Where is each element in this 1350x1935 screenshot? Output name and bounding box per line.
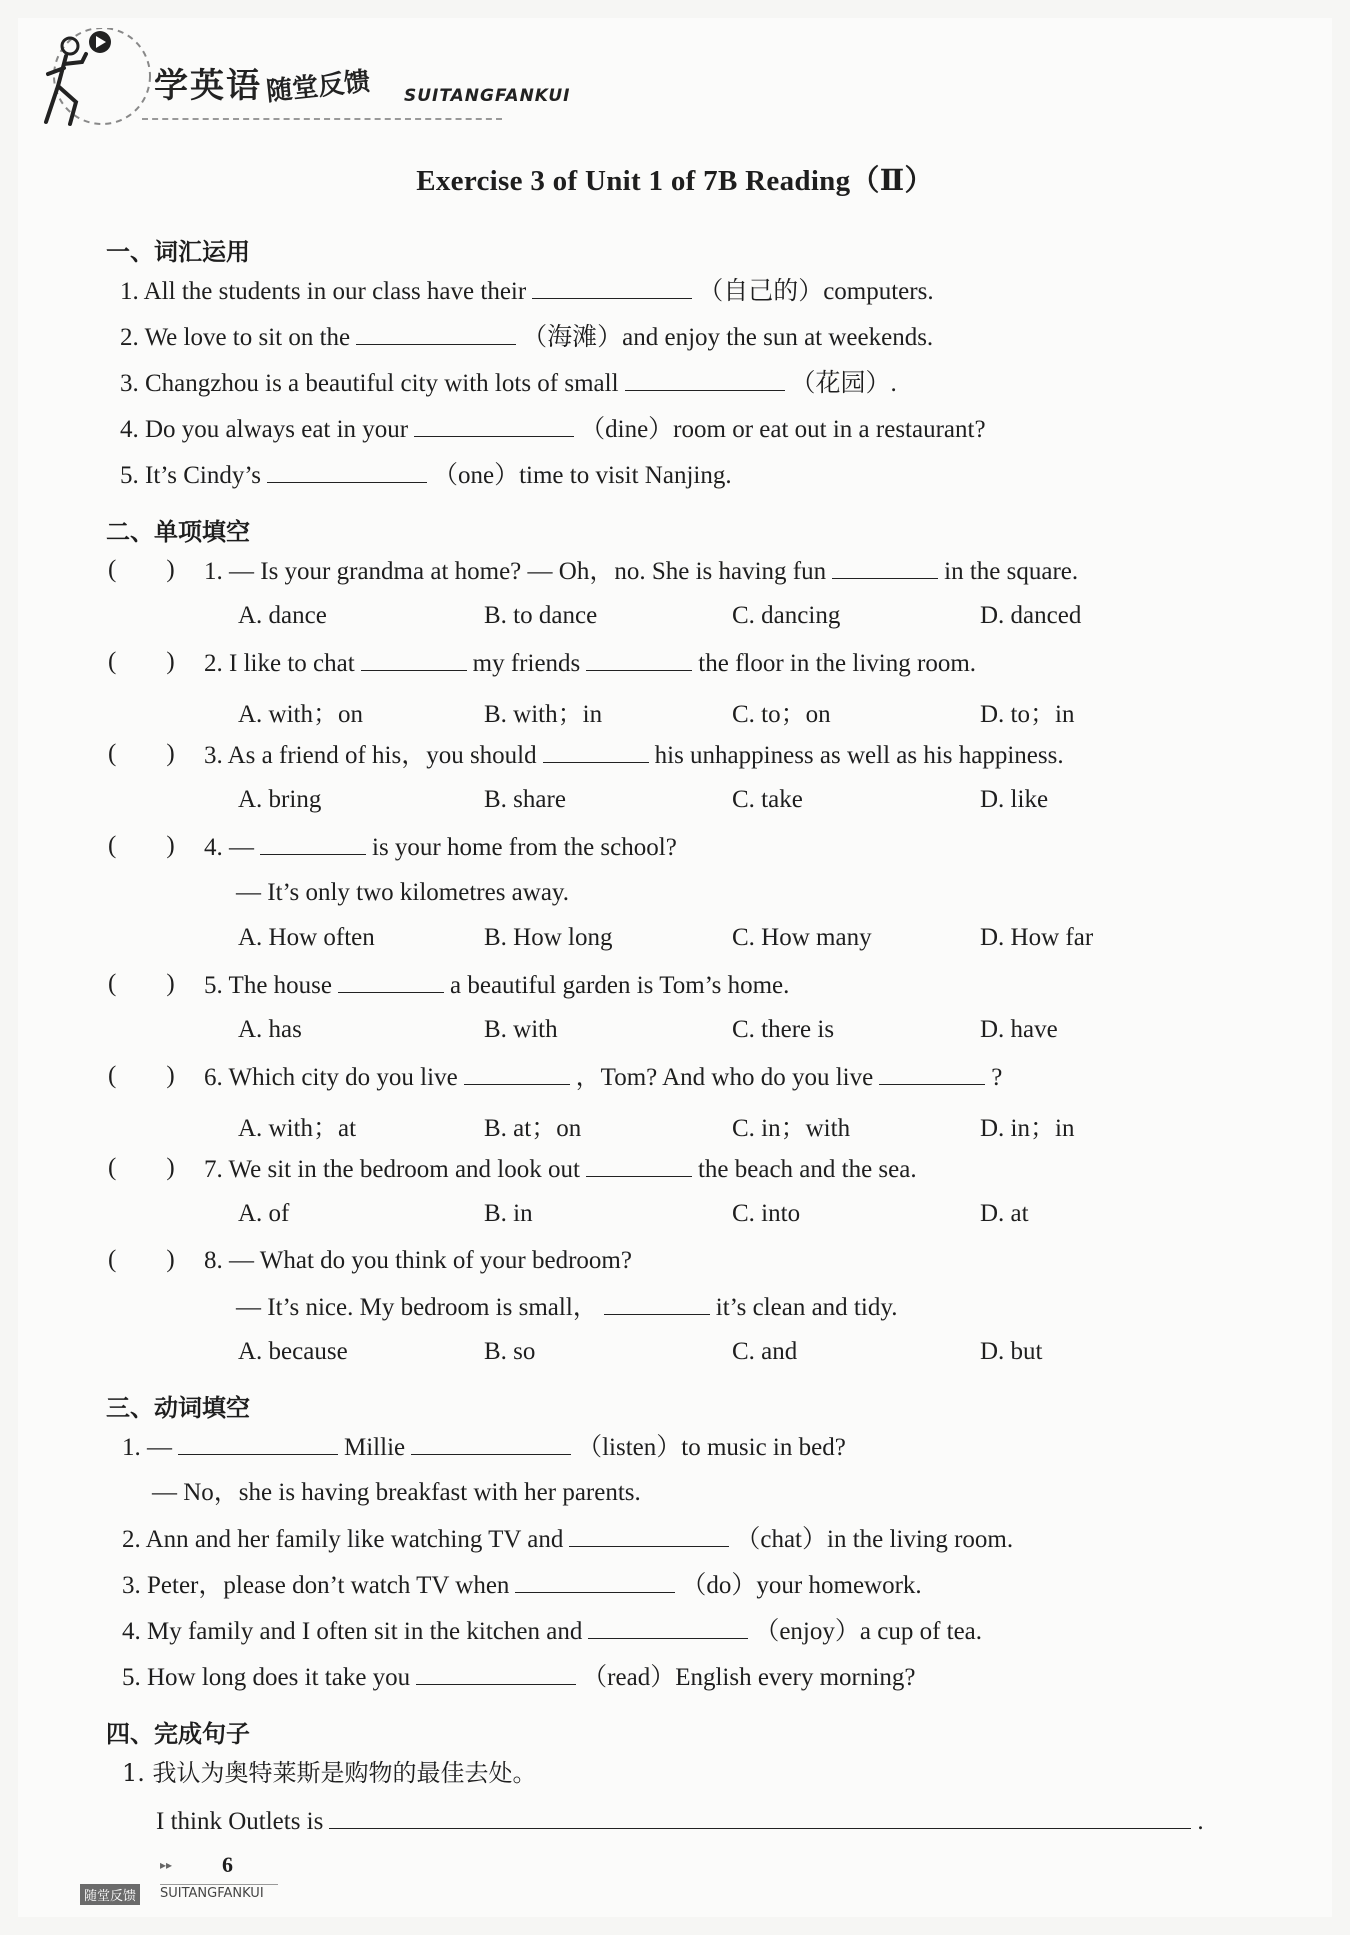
answer-blank[interactable] (416, 1662, 576, 1685)
mc-option[interactable]: A. of (238, 1200, 290, 1227)
vocab-item-1: 1. All the students in our class have their （自己的）computers. (120, 278, 934, 305)
mc-option[interactable]: B. in (484, 1200, 533, 1227)
mc-option[interactable]: D. How far (980, 924, 1094, 951)
header-logo (42, 28, 571, 128)
mc-question-8: 8. — What do you think of your bedroom? (204, 1247, 632, 1274)
vocab-item-5: 5. It’s Cindy’s （one）time to visit Nanjing. (120, 462, 732, 489)
answer-bracket[interactable]: ( ) (108, 1062, 175, 1089)
mc-option[interactable]: B. to dance (484, 602, 598, 629)
answer-blank[interactable] (329, 1806, 1191, 1829)
page-title: Exercise 3 of Unit 1 of 7B Reading（Ⅱ） (416, 165, 934, 197)
mc-option[interactable]: C. in；with (732, 1115, 851, 1142)
mc-question-4: 4. — is your home from the school? (204, 834, 677, 861)
footer-pinyin: SUITANGFANKUI (160, 1884, 278, 1901)
section-vocab-heading: 一、词汇运用 (106, 238, 250, 266)
answer-blank (586, 648, 692, 671)
mc-option[interactable]: D. like (980, 786, 1049, 813)
answer-bracket[interactable]: ( ) (108, 648, 175, 675)
mc-question-5: 5. The house a beautiful garden is Tom’s home. (204, 972, 790, 999)
answer-blank (604, 1292, 710, 1315)
mc-question-2: 2. I like to chat my friends the floor in the living room. (204, 650, 977, 677)
answer-blank (260, 832, 366, 855)
mc-option[interactable]: C. to；on (732, 701, 831, 728)
mc-option[interactable]: D. at (980, 1200, 1029, 1227)
mc-option[interactable]: B. at；on (484, 1115, 582, 1142)
mc-answer-line: — It’s nice. My bedroom is small， it’s clean and tidy. (236, 1294, 898, 1321)
answer-bracket[interactable]: ( ) (108, 740, 175, 767)
answer-bracket[interactable]: ( ) (108, 832, 175, 859)
mc-option[interactable]: A. bring (238, 786, 322, 813)
answer-blank[interactable] (588, 1616, 748, 1639)
answer-blank[interactable] (569, 1524, 729, 1547)
answer-blank[interactable] (356, 322, 516, 345)
mc-option[interactable]: C. and (732, 1338, 798, 1365)
answer-blank (832, 556, 938, 579)
answer-blank (361, 648, 467, 671)
mc-option[interactable]: B. with；in (484, 701, 603, 728)
mc-option[interactable]: D. danced (980, 602, 1082, 629)
vocab-item-3: 3. Changzhou is a beautiful city with lots of small （花园）. (120, 370, 897, 397)
answer-blank[interactable] (178, 1432, 338, 1455)
vocab-item-4: 4. Do you always eat in your （dine）room or eat out in a restaurant? (120, 416, 986, 443)
answer-blank[interactable] (515, 1570, 675, 1593)
logo-title: 学英语 (154, 66, 262, 106)
mc-option[interactable]: C. How many (732, 924, 872, 951)
mc-option[interactable]: A. dance (238, 602, 327, 629)
mc-option[interactable]: A. has (238, 1016, 302, 1043)
mc-option[interactable]: D. but (980, 1338, 1043, 1365)
mc-question-3: 3. As a friend of his，you should his unhappiness as well as his happiness. (204, 742, 1064, 769)
verb-item-5: 5. How long does it take you （read）English every morning? (122, 1664, 916, 1691)
logo-pinyin: SUITANGFANKUI (404, 86, 571, 106)
vocab-item-2: 2. We love to sit on the （海滩）and enjoy the sun at weekends. (120, 324, 934, 351)
mc-option[interactable]: D. in；in (980, 1115, 1075, 1142)
mc-option[interactable]: C. into (732, 1200, 801, 1227)
section-complete-heading: 四、完成句子 (106, 1720, 250, 1748)
mc-answer-line: — It’s only two kilometres away. (236, 879, 570, 906)
answer-blank[interactable] (414, 414, 574, 437)
answer-blank[interactable] (532, 276, 692, 299)
mc-option[interactable]: B. so (484, 1338, 536, 1365)
section-verbs-heading: 三、动词填空 (106, 1394, 250, 1422)
mc-option[interactable]: D. to；in (980, 701, 1075, 728)
logo-divider (142, 118, 502, 120)
verb-item-1: 1. — Millie （listen）to music in bed? (122, 1434, 846, 1461)
mc-option[interactable]: C. dancing (732, 602, 841, 629)
mc-option[interactable]: C. take (732, 786, 803, 813)
answer-bracket[interactable]: ( ) (108, 1154, 175, 1181)
logo-subtitle: 随堂反馈 (264, 66, 372, 108)
runner-icon (42, 28, 162, 128)
mc-question-1: 1. — Is your grandma at home? — Oh，no. She is having fun in the square. (204, 558, 1079, 585)
answer-blank (338, 970, 444, 993)
complete-item-chinese: 1. 我认为奥特莱斯是购物的最佳去处。 (122, 1759, 537, 1787)
verb-item-2: 2. Ann and her family like watching TV and （chat）in the living room. (122, 1526, 1014, 1553)
section-mc-heading: 二、单项填空 (106, 518, 250, 546)
answer-blank[interactable] (411, 1432, 571, 1455)
footer-badge: 随堂反馈 (80, 1884, 140, 1905)
answer-blank (543, 740, 649, 763)
page-number: 6 (222, 1852, 233, 1877)
answer-bracket[interactable]: ( ) (108, 556, 175, 583)
answer-blank (586, 1154, 692, 1177)
mc-option[interactable]: B. share (484, 786, 566, 813)
mc-option[interactable]: C. there is (732, 1016, 835, 1043)
complete-item-english: I think Outlets is . (156, 1808, 1204, 1835)
verb-item-4: 4. My family and I often sit in the kitchen and （enjoy）a cup of tea. (122, 1618, 983, 1645)
answer-blank (879, 1062, 985, 1085)
answer-blank (464, 1062, 570, 1085)
mc-option[interactable]: A. How often (238, 924, 375, 951)
mc-option[interactable]: A. with；on (238, 701, 364, 728)
answer-blank[interactable] (267, 460, 427, 483)
answer-blank[interactable] (625, 368, 785, 391)
mc-option[interactable]: D. have (980, 1016, 1058, 1043)
mc-option[interactable]: A. with；at (238, 1115, 357, 1142)
answer-bracket[interactable]: ( ) (108, 970, 175, 997)
verb-item-3: 3. Peter，please don’t watch TV when （do）your homework. (122, 1572, 922, 1599)
mc-option[interactable]: B. How long (484, 924, 613, 951)
mc-question-7: 7. We sit in the bedroom and look out the beach and the sea. (204, 1156, 917, 1183)
mc-option[interactable]: B. with (484, 1016, 558, 1043)
mc-question-6: 6. Which city do you live ，Tom? And who do you live ? (204, 1064, 1003, 1091)
page-arrow-icon: ▸▸ (160, 1858, 173, 1872)
verb-answer-line: — No，she is having breakfast with her parents. (152, 1479, 641, 1506)
answer-bracket[interactable]: ( ) (108, 1246, 175, 1273)
mc-option[interactable]: A. because (238, 1338, 348, 1365)
